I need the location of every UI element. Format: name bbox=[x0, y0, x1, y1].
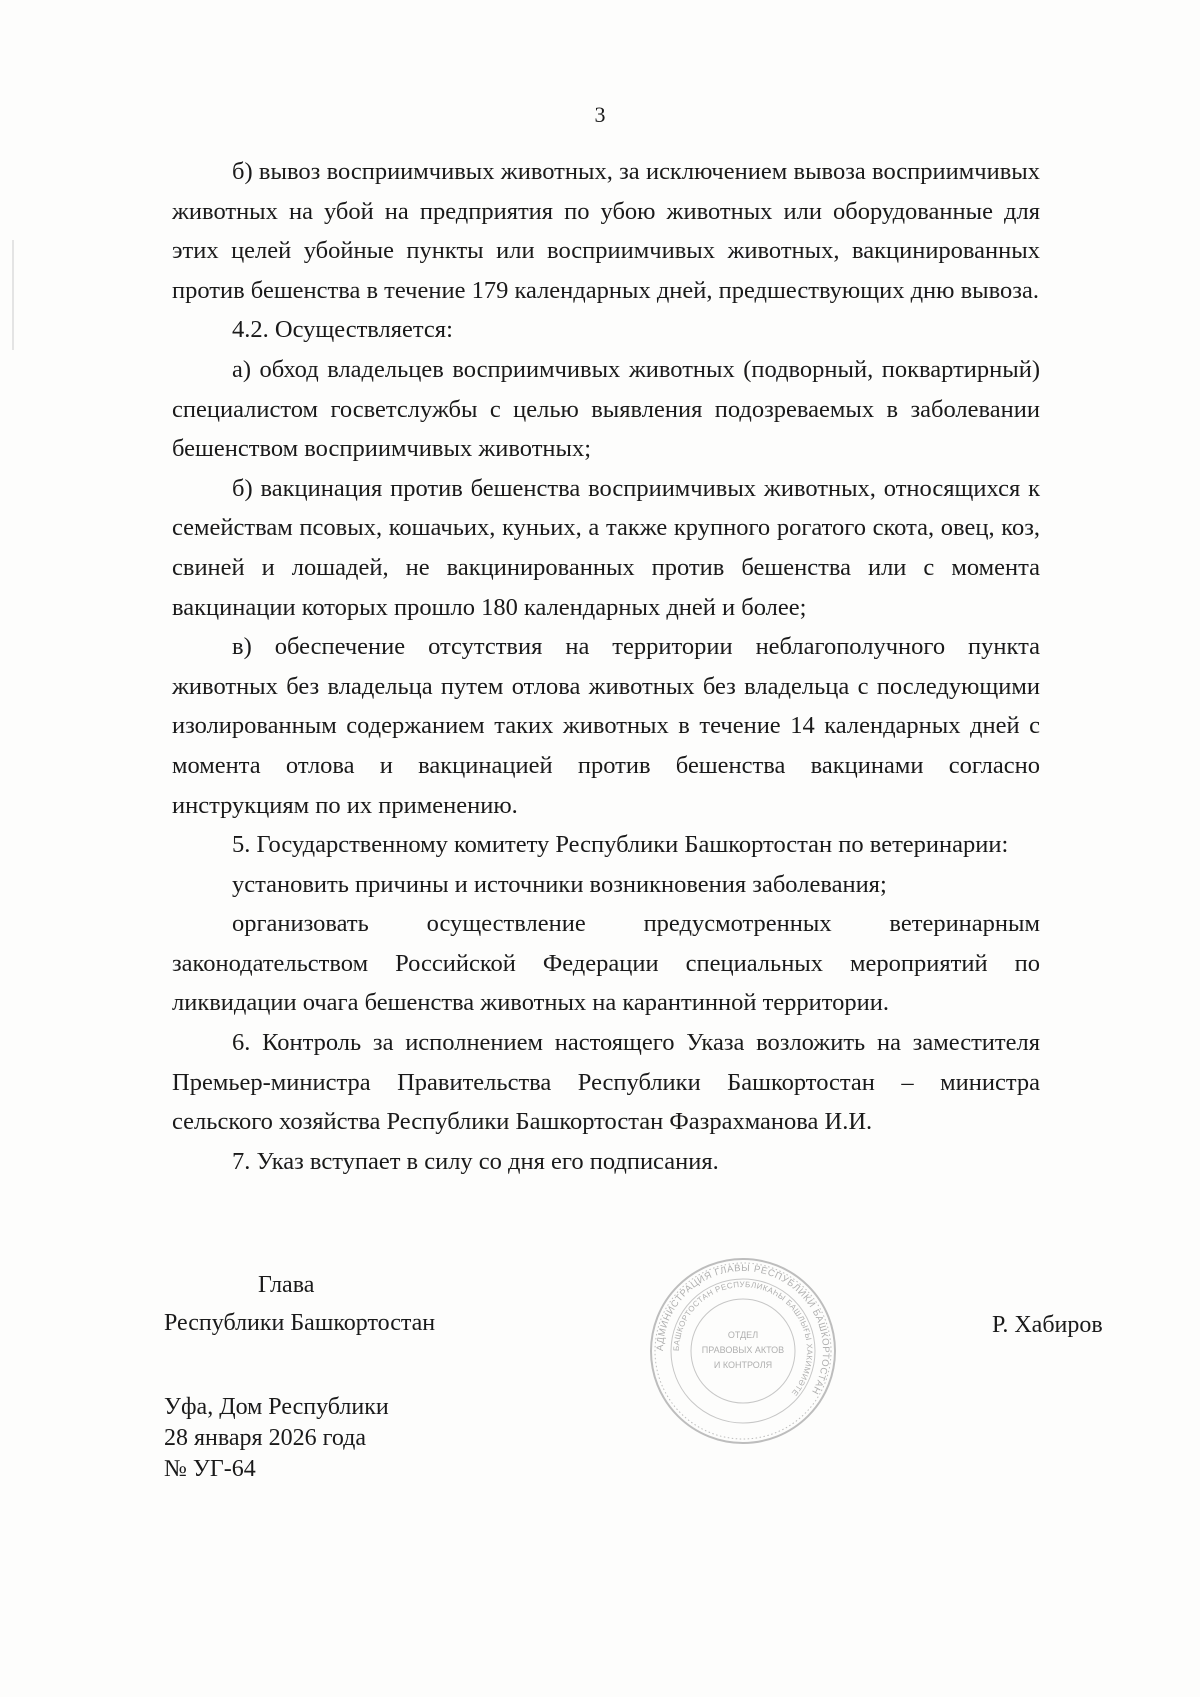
paragraph-6-control: 6. Контроль за исполнением настоящего Указа возложить на заместителя Премьер-министра Правительства Республики Башкортостан – министра сельского хозяйства Республики Башкортостан Фазрахманова И.И. bbox=[172, 1029, 1040, 1136]
decree-body bbox=[172, 152, 1040, 1181]
seal-inner-text: БАШКОРТОСТАН РЕСПУБЛИКАҺЫ БАШЛЫҒЫ ХАКИМИӘТЕ bbox=[671, 1279, 815, 1398]
paragraph-item-b-removal: б) вывоз восприимчивых животных, за исключением вывоза восприимчивых животных на убой на предприятия по убою животных или оборудованные для этих целей убойные пункты или восприимчивых животных, вакцинированных против бешенства в течение 179 календарных дней, предшествующих дню вывоза. bbox=[172, 158, 1040, 304]
signatory-title-line2: Республики Башкортостан bbox=[164, 1310, 436, 1336]
signatory-name: Р. Хабиров bbox=[992, 1312, 1103, 1338]
seal-center-line3: И КОНТРОЛЯ bbox=[713, 1360, 773, 1370]
signatory-title-line1: Глава bbox=[258, 1272, 315, 1298]
issue-date: 28 января 2026 года bbox=[164, 1425, 367, 1451]
decree-number: № УГ-64 bbox=[164, 1456, 256, 1482]
paragraph-item-v-stray-animals: в) обеспечение отсутствия на территории неблагополучного пункта животных без владельца путем отлова животных без владельца с последующими изолированным содержанием таких животных в течение 14 календарных дней с момента отлова и вакцинацией против бешенства вакцинами согласно инструкциям по их применению. bbox=[172, 633, 1040, 819]
paragraph-7-effective-date: 7. Указ вступает в силу со дня его подписания. bbox=[232, 1147, 719, 1175]
paragraph-5-establish-causes: установить причины и источники возникновения заболевания; bbox=[232, 870, 887, 898]
seal-center-line1: ОТДЕЛ bbox=[727, 1330, 759, 1340]
paragraph-item-a-inspection: а) обход владельцев восприимчивых животных (подворный, поквартирный) специалистом госветслужбы с целью выявления подозреваемых в заболевании бешенством восприимчивых животных; bbox=[172, 355, 1040, 463]
paragraph-5-committee: 5. Государственному комитету Республики Башкортостан по ветеринарии: bbox=[232, 831, 1009, 859]
issue-place: Уфа, Дом Республики bbox=[164, 1394, 389, 1420]
official-seal-stamp bbox=[648, 1256, 838, 1446]
seal-outer-text: АДМИНИСТРАЦИЯ ГЛАВЫ РЕСПУБЛИКИ БАШКОРТОСТАН bbox=[654, 1262, 832, 1397]
scan-margin-mark bbox=[12, 240, 14, 350]
seal-center-line2: ПРАВОВЫХ АКТОВ bbox=[701, 1345, 785, 1355]
page-number: 3 bbox=[594, 102, 606, 127]
paragraph-item-b-vaccination: б) вакцинация против бешенства восприимчивых животных, относящихся к семействам псовых, кошачьих, куньих, а также крупного рогатого скота, овец, коз, свиней и лошадей, не вакцинированных против бешенства или с момента вакцинации которых прошло 180 календарных дней и более; bbox=[172, 474, 1040, 621]
issue-details bbox=[164, 1392, 389, 1485]
paragraph-4-2-heading: 4.2. Осуществляется: bbox=[232, 316, 453, 344]
paragraph-5-organize-measures: организовать осуществление предусмотренных ветеринарным законодательством Российской Федерации специальных мероприятий по ликвидации очага бешенства животных на карантинной территории. bbox=[172, 910, 1040, 1017]
